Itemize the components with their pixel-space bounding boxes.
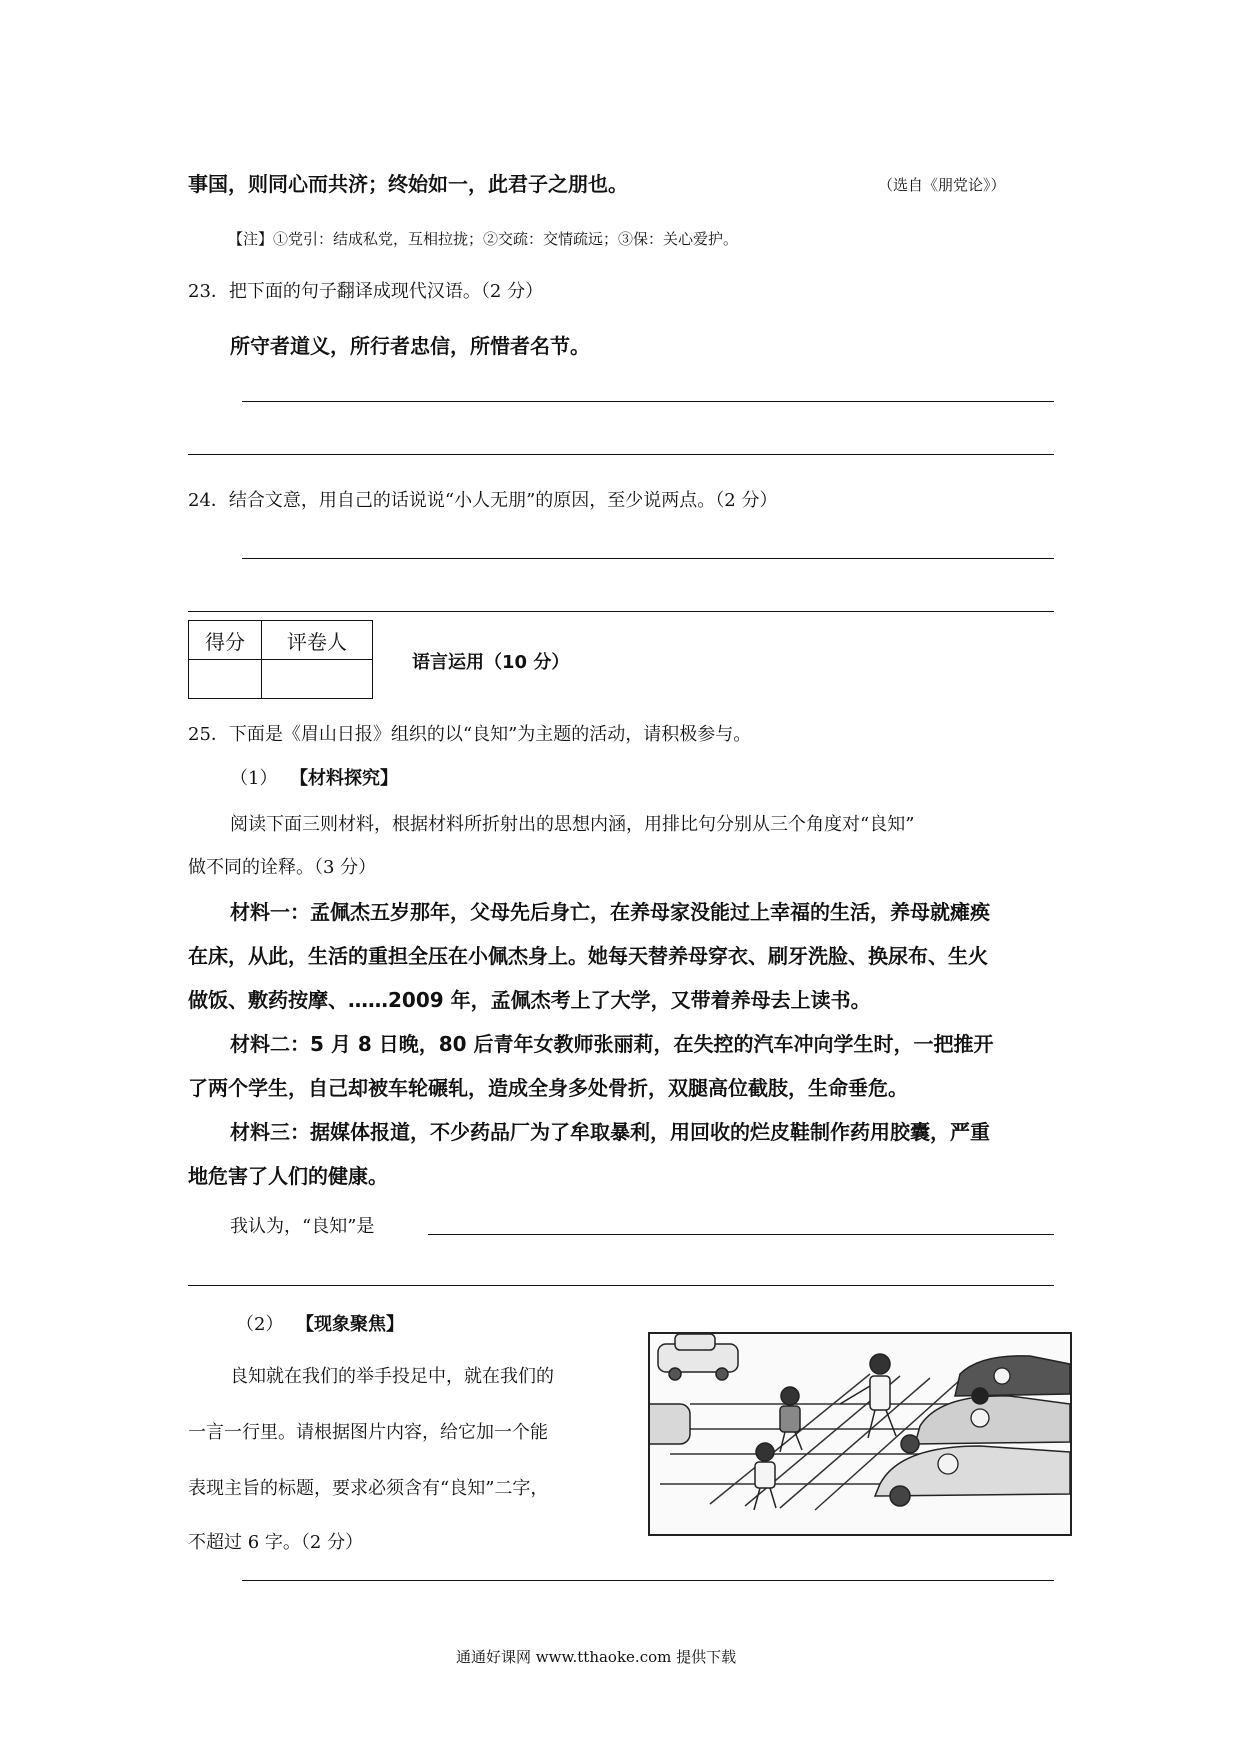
part2-title: 【现象聚焦】	[296, 1314, 404, 1335]
part1-instruction-line: 做不同的诠释。（3 分）	[188, 857, 377, 878]
part1-number: （1）	[230, 768, 278, 789]
question-24-prompt: 24．结合文意，用自己的话说说“小人无朋”的原因，至少说两点。（2 分）	[188, 490, 778, 511]
score-table	[188, 620, 373, 699]
part2-text-line: 不超过 6 字。（2 分）	[188, 1532, 364, 1553]
part1-title: 【材料探究】	[290, 768, 398, 789]
section-title: 语言运用（10 分）	[412, 652, 570, 673]
passage-end-text: 事国，则同心而共济；终始如一，此君子之朋也。	[188, 172, 628, 196]
question-25-prompt: 25．下面是《眉山日报》组织的以“良知”为主题的活动，请积极参与。	[188, 724, 752, 745]
part2-text-line: 良知就在我们的举手投足中，就在我们的	[230, 1366, 554, 1387]
material-2-line: 材料二：5 月 8 日晚，80 后青年女教师张丽莉，在失控的汽车冲向学生时，一把推开	[230, 1032, 994, 1056]
part2-number: （2）	[236, 1314, 284, 1335]
material-2-line: 了两个学生，自己却被车轮碾轧，造成全身多处骨折，双腿高位截肢，生命垂危。	[188, 1076, 908, 1100]
part1-instruction-line: 阅读下面三则材料，根据材料所折射出的思想内涵，用排比句分别从三个角度对“良知”	[230, 814, 915, 835]
part2-text-line: 表现主旨的标题，要求必须含有“良知”二字，	[188, 1478, 549, 1499]
material-3-line: 地危害了人们的健康。	[188, 1164, 388, 1188]
answer-line	[242, 1580, 1054, 1581]
score-header: 得分	[189, 621, 262, 660]
answer-line	[188, 1285, 1054, 1286]
part2-text-line: 一言一行里。请根据图片内容，给它加一个能	[188, 1422, 548, 1443]
question-23-sentence: 所守者道义，所行者忠信，所惜者名节。	[230, 334, 590, 358]
question-23-prompt: 23．把下面的句子翻译成现代汉语。（2 分）	[188, 281, 544, 302]
material-1-line: 做饭、敷药按摩、……2009 年，孟佩杰考上了大学，又带着养母去上读书。	[188, 988, 871, 1012]
annotation-note: 【注】①党引：结成私党，互相拉拢；②交疏：交情疏远；③保：关心爱护。	[228, 230, 739, 248]
answer-line	[188, 454, 1054, 455]
grader-cell	[262, 660, 373, 699]
answer-lead: 我认为，“良知”是	[230, 1216, 375, 1237]
passage-source: （选自《朋党论》）	[878, 176, 1006, 194]
page-footer: 通通好课网 www.tthaoke.com 提供下载	[456, 1648, 737, 1666]
material-1-line: 材料一：孟佩杰五岁那年，父母先后身亡，在养母家没能过上幸福的生活，养母就瘫痪	[230, 900, 990, 924]
answer-line	[242, 558, 1054, 559]
grader-header: 评卷人	[262, 621, 373, 660]
answer-line	[428, 1234, 1054, 1235]
score-cell	[189, 660, 262, 699]
material-3-line: 材料三：据媒体报道，不少药品厂为了牟取暴利，用回收的烂皮鞋制作药用胶囊，严重	[230, 1120, 990, 1144]
answer-line	[242, 401, 1054, 402]
material-1-line: 在床，从此，生活的重担全压在小佩杰身上。她每天替养母穿衣、刷牙洗脸、换尿布、生火	[188, 944, 988, 968]
crosswalk-cartoon-image	[648, 1332, 1072, 1536]
answer-line	[188, 611, 1054, 612]
